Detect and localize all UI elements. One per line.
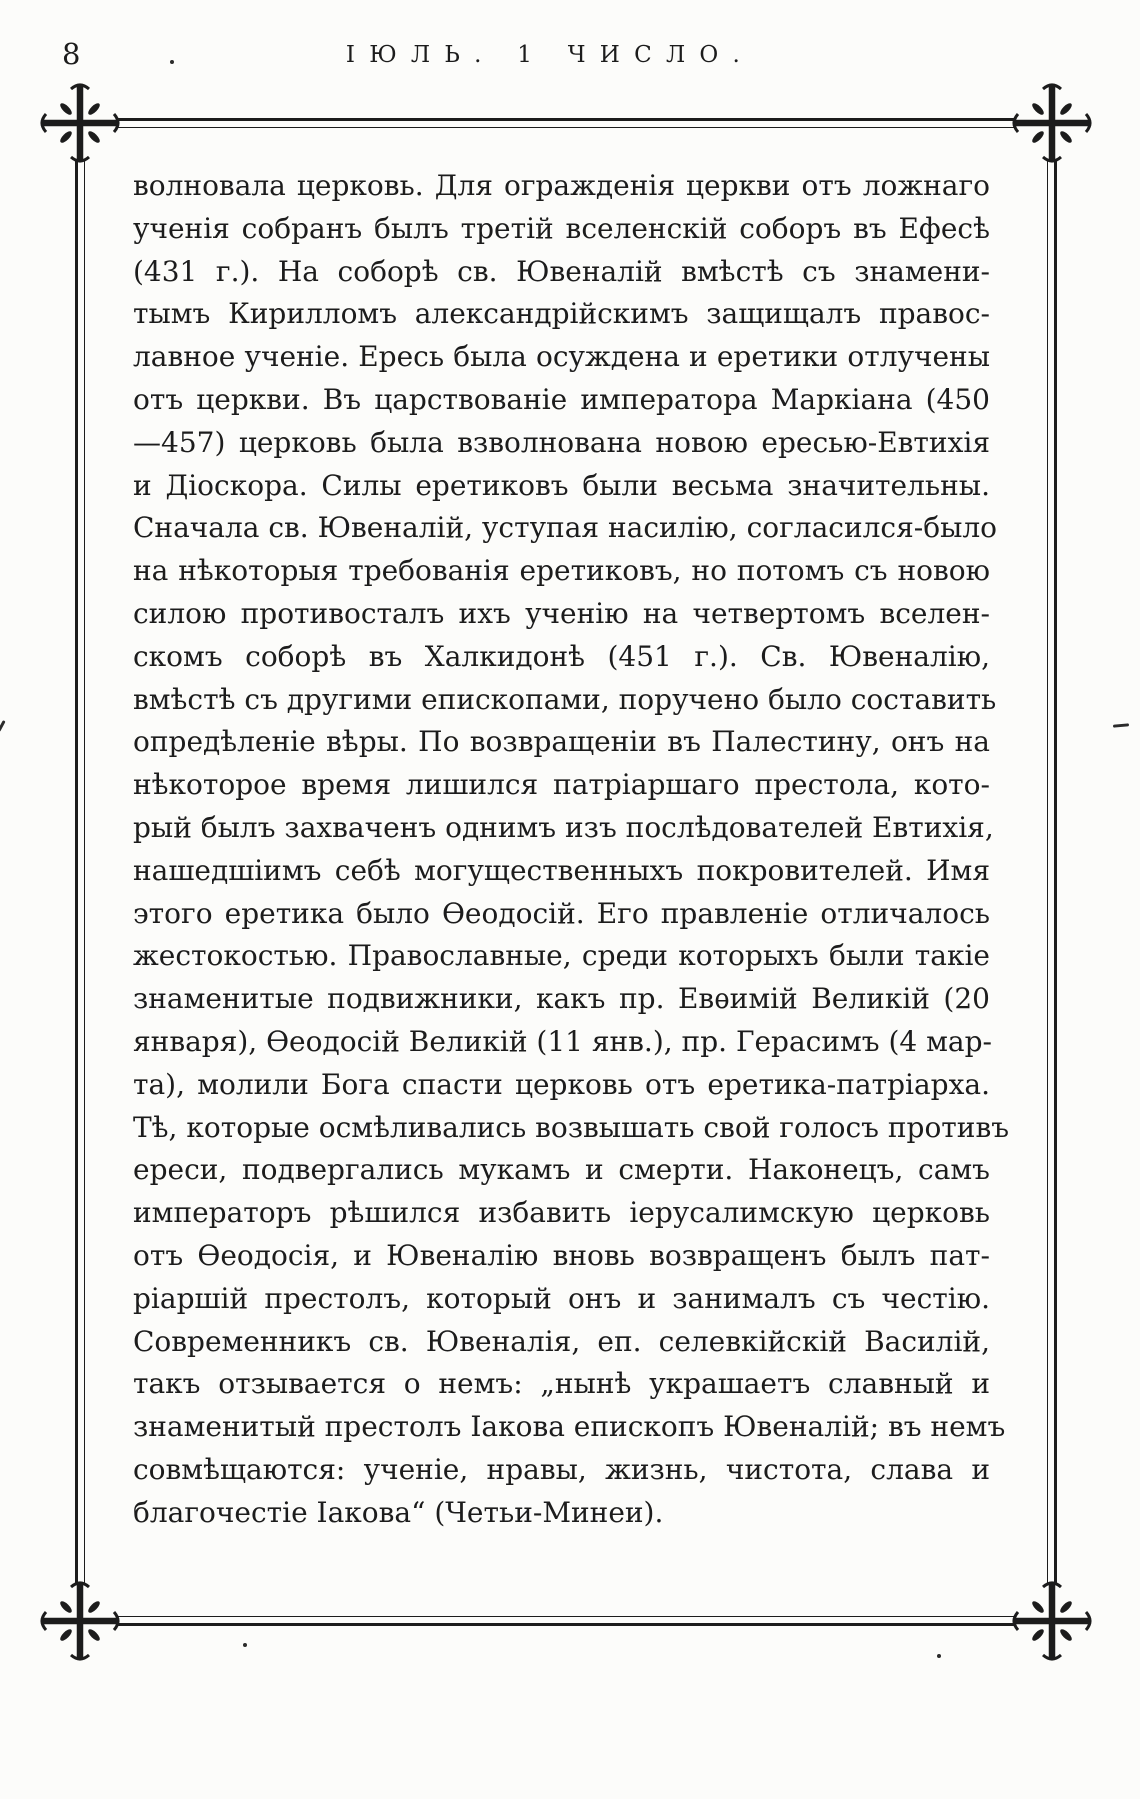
- text-line: лавное ученіе. Ересь была осуждена и еретики отлучены: [133, 340, 990, 374]
- body-text-column: [133, 165, 1010, 1535]
- text-line: такъ отзывается о немъ: „нынѣ украшаетъ славный и: [133, 1367, 990, 1401]
- frame-top-rule: [116, 118, 1016, 128]
- margin-dash-mark: [1113, 723, 1129, 727]
- corner-cross-fleury-icon: [38, 81, 122, 165]
- text-line: жестокостью. Православные, среди которыхъ были такіе: [133, 939, 990, 973]
- text-line: благочестіе Іакова“ (Четьи-Минеи).: [133, 1495, 664, 1529]
- running-header: ІЮЛЬ. 1 ЧИСЛО.: [345, 42, 755, 68]
- text-line: совмѣщаются: ученіе, нравы, жизнь, чистота, слава и: [133, 1452, 990, 1486]
- text-line: ріаршій престолъ, который онъ и занималъ съ честію.: [133, 1281, 990, 1315]
- margin-tick-mark: [0, 720, 6, 732]
- text-line: императоръ рѣшился избавить іерусалимскую церковь: [133, 1196, 990, 1230]
- text-line: и Діоскора. Силы еретиковъ были весьма значительны.: [133, 468, 990, 502]
- text-line: этого еретика было Ѳеодосій. Его правленіе отличалось: [133, 896, 990, 930]
- text-line: тымъ Кирилломъ александрійскимъ защищалъ правос-: [133, 297, 990, 331]
- text-line: Сначала св. Ювеналій, уступая насилію, согласился-было: [133, 511, 997, 545]
- text-line: рый былъ захваченъ однимъ изъ послѣдователей Евтихія,: [133, 810, 994, 844]
- scan-speck: [937, 1654, 941, 1658]
- text-line: —457) церковь была взволнована новою ересью-Евтихія: [133, 425, 990, 459]
- scan-speck: [170, 60, 174, 64]
- text-line: вмѣстѣ съ другими епископами, поручено было составить: [133, 682, 997, 716]
- text-line: знаменитые подвижники, какъ пр. Евѳимій Великій (20: [133, 982, 990, 1016]
- corner-cross-fleury-icon: [38, 1579, 122, 1663]
- frame-bottom-rule: [116, 1616, 1016, 1626]
- text-line: скомъ соборѣ въ Халкидонѣ (451 г.). Св. Ювеналію,: [133, 639, 990, 673]
- text-line: нашедшіимъ себѣ могущественныхъ покровителей. Имя: [133, 853, 990, 887]
- text-line: опредѣленіе вѣры. По возвращеніи въ Палестину, онъ на: [133, 725, 990, 759]
- text-line: силою противосталъ ихъ ученію на четвертомъ вселен-: [133, 596, 990, 630]
- text-line: Тѣ, которые осмѣливались возвышать свой голосъ противъ: [133, 1110, 1010, 1144]
- text-line: ереси, подвергались мукамъ и смерти. Наконецъ, самъ: [133, 1153, 990, 1187]
- text-line: отъ Ѳеодосія, и Ювеналію вновь возвращенъ былъ пат-: [133, 1238, 990, 1272]
- text-line: января), Ѳеодосій Великій (11 янв.), пр. Герасимъ (4 мар-: [133, 1024, 993, 1058]
- frame-left-rule: [75, 160, 85, 1584]
- frame-right-rule: [1047, 160, 1057, 1584]
- text-line: ученія собранъ былъ третій вселенскій соборъ въ Ефесѣ: [133, 211, 990, 245]
- text-line: та), молили Бога спасти церковь отъ еретика-патріарха.: [133, 1067, 990, 1101]
- text-line: Современникъ св. Ювеналія, еп. селевкійскій Василій,: [133, 1324, 990, 1358]
- text-line: на нѣкоторыя требованія еретиковъ, но потомъ съ новою: [133, 554, 990, 588]
- text-line: (431 г.). На соборѣ св. Ювеналій вмѣстѣ съ знамени-: [133, 254, 990, 288]
- text-line: нѣкоторое время лишился патріаршаго престола, кото-: [133, 768, 990, 802]
- scan-speck: [243, 1643, 247, 1647]
- text-line: волновала церковь. Для огражденія церкви отъ ложнаго: [133, 169, 990, 202]
- corner-cross-fleury-icon: [1010, 81, 1094, 165]
- page-number: 8: [62, 37, 81, 71]
- text-line: отъ церкви. Въ царствованіе императора Маркіана (450: [133, 382, 990, 416]
- text-line: знаменитый престолъ Іакова епископъ Ювеналій; въ немъ: [133, 1410, 1006, 1444]
- corner-cross-fleury-icon: [1010, 1579, 1094, 1663]
